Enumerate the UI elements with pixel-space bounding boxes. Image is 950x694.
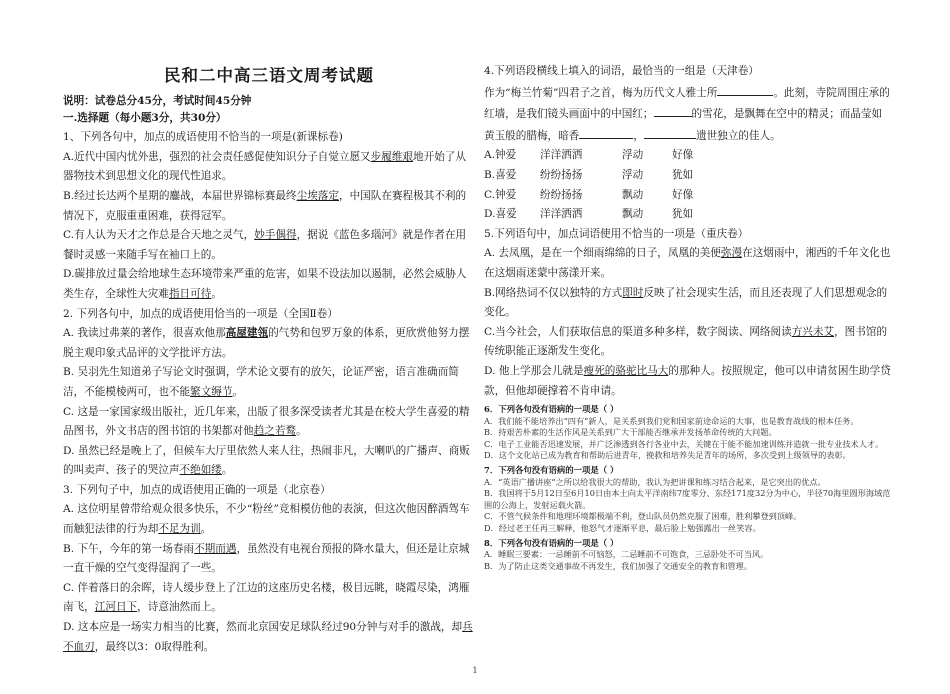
q4-option-cell: 飘动 xyxy=(622,188,644,201)
q4-stem: 4.下列语段横线上填入的词语，最恰当的一组是（天津卷） xyxy=(484,65,759,77)
section-heading: 一.选择题（每小题3分，共30分） xyxy=(63,111,227,124)
q4-option-cell: 纷纷扬扬 xyxy=(540,188,583,201)
q8-options xyxy=(484,549,892,572)
q7-options xyxy=(484,477,892,535)
q3-option-a: A. 这位明星曾带给观众很多快乐，不少“粉丝”竞相模仿他的表演，但这次他因醉酒驾车而触犯法律的行为却不足为训。 xyxy=(63,503,470,536)
q2-option-c: C. 这是一家国家级出版社，近几年来，出版了很多深受读者尤其是在校大学生喜爱的精品图书，外文书店的图书馆的书架都对他趋之若鹜。 xyxy=(63,405,470,438)
q3-stem: 3. 下列句子中，加点的成语使用正确的一项是（北京卷） xyxy=(63,483,331,496)
q1-option-c: C.有人认为天才之作总是合天地之灵气，妙手偶得，据说《蓝色多瑙河》就是作者在用餐时灵感一来随手写在袖口上的。 xyxy=(63,229,467,261)
q8-stem: 8．下列各句没有语病的一项是（ ） xyxy=(484,537,619,548)
q6-option: C．电子工业能否迅速发展，并广泛渗透到各行各业中去，关键在于能不能加速训练并造就一批专业技术人才。 xyxy=(484,438,884,449)
q1-option-d: D.碳排放过量会给地球生态环境带来严重的危害，如果不设法加以遏制，必然会威胁人类生存，全球性大灾难指日可待。 xyxy=(63,268,467,300)
q6-option: B．持艰苦朴素的生活作风是关系到广大干部能否继承并发扬革命传统的大问题。 xyxy=(484,427,777,438)
q8-option: B．为了防止这类交通事故不再发生，我们加强了交通安全的教育和管理。 xyxy=(484,560,753,571)
q2-stem: 2. 下列各句中，加点的成语使用恰当的一项是（全国Ⅱ卷） xyxy=(63,307,338,320)
q4-option-cell: 犹如 xyxy=(672,208,694,221)
q5-option-c: C.当今社会，人们获取信息的渠道多种多样，数字阅读、网络阅读方兴未艾，图书馆的传统职能正逐渐发生变化。 xyxy=(484,325,888,358)
q7-option: C．不管气候条件和地理环境都极端不利，登山队员仍然克服了困难，胜利攀登到顶峰。 xyxy=(484,511,802,522)
q4-option-cell: 浮动 xyxy=(622,149,644,162)
left-column xyxy=(63,62,475,657)
q4-options xyxy=(484,146,892,224)
q1-option-b: B.经过长达两个星期的鏖战，本届世界锦标赛最终尘埃落定，中国队在赛程极其不利的情况下，克服重重困难，获得冠军。 xyxy=(63,189,467,222)
right-column xyxy=(484,62,892,572)
q6-option: D．这个文化站已成为教育和帮助后进青年，挽救和培养失足青年的场所，多次受到上级领导的表彰。 xyxy=(484,450,851,461)
q3-option-b: B. 下午，今年的第一场春雨不期而遇，虽然没有电视台预报的降水量大，但还是让京城一直干燥的空气变得湿润了一些。 xyxy=(63,542,470,575)
q6-stem: 6．下列各句没有语病的一项是（ ） xyxy=(484,404,619,415)
q7-option: A．“英语广播讲座”之所以给我很大的帮助，我认为把讲课和练习结合起来，是它突出的优点。 xyxy=(484,476,826,487)
q4-option-cell: 犹如 xyxy=(672,168,694,181)
q4-option-cell: 洋洋洒洒 xyxy=(540,208,583,221)
q4-option-cell: 好像 xyxy=(672,149,694,162)
q4-option-cell: 洋洋洒洒 xyxy=(540,149,583,162)
q5-option-b: B.网络热词不仅以独特的方式即时反映了社会现实生活，而且还表现了人们思想观念的 变化。 xyxy=(484,286,888,319)
q2-option-b: B. 吴羽先生知道弟子写论文时强调，学术论文要有的放矢，论证严密，语言准确而简洁，不能模棱两可，也不能繁文缛节。 xyxy=(63,366,459,398)
exam-title: 民和二中高三语文周考试题 xyxy=(164,66,374,85)
q4-option-row xyxy=(484,146,892,166)
q1-option-a: A.近代中国内忧外患，强烈的社会责任感促使知识分子自觉立愿又步履维艰地开始了从器物技术到思想文化的现代性追求。 xyxy=(63,150,466,183)
q7-option: B．我国将于5月12日至6月10日由本土向太平洋南纬7度零分、东经171度32分为中心，半径70海里圆形海域范围的公海上，发射运载火箭。 xyxy=(484,488,891,510)
q5-stem: 5.下列语句中，加点词语使用不恰当的一项是（重庆卷） xyxy=(484,227,749,240)
q4-option-cell: A.钟爱 xyxy=(484,149,517,162)
q6-options xyxy=(484,416,892,462)
q3-option-c: C. 伴着落日的余晖，诗人缓步登上了江边的这座历史名楼，极目远眺，晓霞尽染，鸿雁南飞，江河日下，诗意油然而上。 xyxy=(63,581,470,614)
q5-option-d: D. 他上学那会儿就是瘦死的骆驼比马大的那种人。按照规定，他可以申请贫困生助学贷款，但他却硬撑着不肯申请。 xyxy=(484,364,891,397)
q3-option-d: D. 这本应是一场实力相当的比赛，然而北京国安足球队经过90分钟与对手的激战，却兵不血刃，最终以3：0取得胜利。 xyxy=(63,621,473,653)
q4-option-cell: 纷纷扬扬 xyxy=(540,168,583,181)
q4-option-row xyxy=(484,186,892,206)
q4-option-row xyxy=(484,166,892,186)
q4-passage: 作为“梅兰竹菊”四君子之首，梅为历代文人雅士所 。此刻，寺院周围庄承的红墙，是我们镜头画面中的中国红； 的雪花，是飘舞在空中的精灵；而晶莹如黄玉般的腊梅，暗香 ， 遗世独立的佳人。 xyxy=(484,82,892,147)
q4-option-cell: B.喜爱 xyxy=(484,168,517,181)
q1-stem: 1、下列各句中，加点的成语使用不恰当的一项是(新课标卷) xyxy=(63,131,343,144)
q4-option-cell: 飘动 xyxy=(622,208,644,221)
instructions: 说明：试卷总分45分，考试时间45分钟 xyxy=(63,95,252,107)
q7-option: D．经过老王任再三解释，他怒气才逐渐平息，最后脸上勉强露出一丝笑容。 xyxy=(484,523,761,534)
q4-option-cell: 好像 xyxy=(672,188,694,201)
q4-option-cell: 浮动 xyxy=(622,168,644,181)
q4-option-row xyxy=(484,205,892,225)
q2-option-a: A. 我读过弗莱的著作，很喜欢他那高屋建瓴的气势和包罗万象的体系，更欣赏他努力摆脱主观印象式品评的文学批评方法。 xyxy=(63,327,470,359)
q4-option-cell: C.钟爱 xyxy=(484,188,517,201)
q4-option-cell: D.喜爱 xyxy=(484,208,517,221)
page-number: 1 xyxy=(472,666,478,675)
q5-option-a: A. 去凤凰，是在一个细雨绵绵的日子，凤凰的美便弥漫在这烟雨中，湘西的千年文化也在这烟雨迷蒙中荡漾开来。 xyxy=(484,247,891,279)
q7-stem: 7．下列各句没有语病的一项是（ ） xyxy=(484,465,619,476)
q2-option-d: D. 虽然已经是晚上了，但候车大厅里依然人来人往，热闹非凡，大喇叭的广播声、商贩的叫卖声、孩子的哭泣声不绝如缕。 xyxy=(63,444,470,477)
q8-option: A．睡眠三要素：一忌睡前不可恼怒，二忌睡前不可饱食，三忌卧处不可当风。 xyxy=(484,549,769,560)
q6-option: A．我们能不能培养出“四有”新人，是关系到我们党和国家前途命运的大事，也是教育战线的根本任务。 xyxy=(484,415,859,426)
